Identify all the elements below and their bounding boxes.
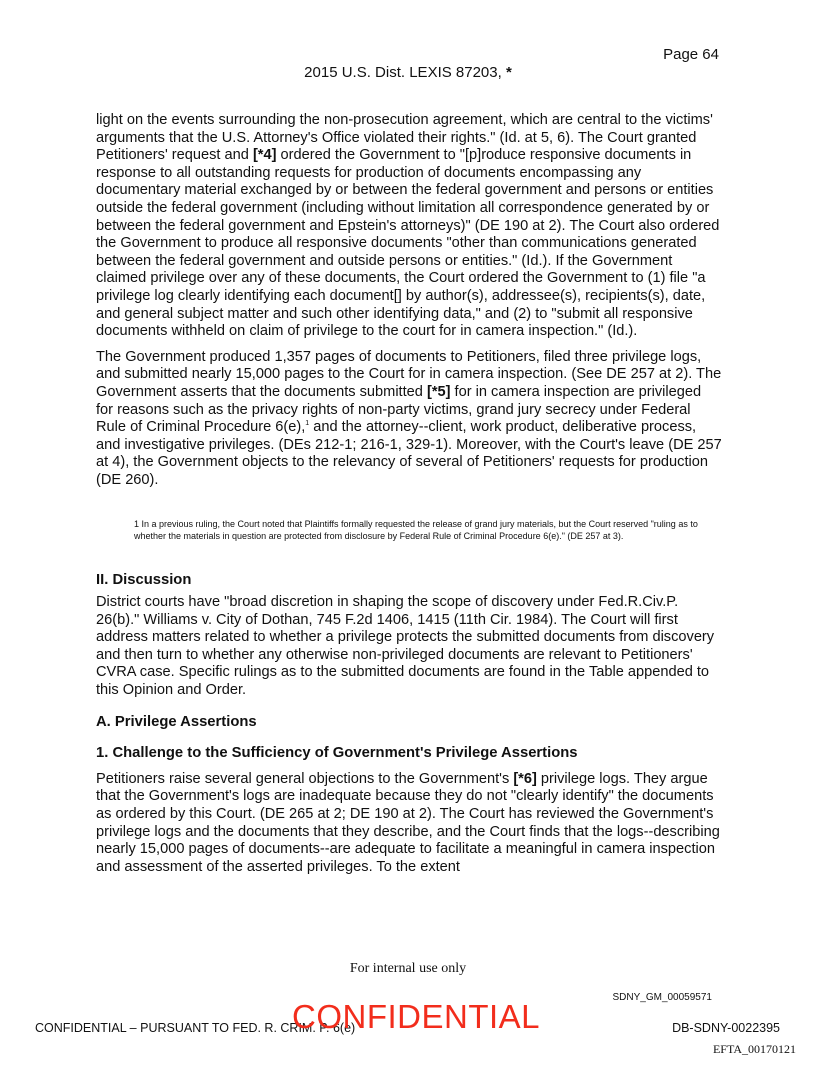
section-heading-privilege: A. Privilege Assertions (96, 713, 257, 730)
citation-text: 2015 U.S. Dist. LEXIS 87203, (304, 64, 502, 81)
paragraph-challenge (96, 771, 722, 877)
confidential-stamp: CONFIDENTIAL (292, 998, 541, 1035)
citation-star: * (505, 64, 512, 81)
p2-text-c: and the attorney--client, work product, deliberative process, and investigative privileges. (DEs 212-1; 216-1, 329-1). Moreover, with the Court's leave (DE 257 at 4), the Government objects to the relevancy of several of Petitioners' requests for production (DE 260). (96, 419, 722, 488)
section-heading-challenge: 1. Challenge to the Sufficiency of Government's Privilege Assertions (96, 745, 578, 762)
p1-text-b: ordered the Government to "[p]roduce responsive documents in response to all outstanding requests for production of documents encompassing any documentary material exchanged by or between the federal government and persons or entities outside the federal government (including without limitation all correspondence generated by or between the federal government and Epstein's attorneys)" (DE 190 at 2). The Court also ordered the Government to produce all responsive documents "other than communications generated between the federal government and outside persons or entities." (Id.). If the Government claimed privilege over any of these documents, the Court ordered the Government to (1) file "a privilege log clearly identifying each document[] by author(s), addressee(s), recipients(s), date, and general subject matter and such other identifying data," and (2) to "submit all responsive documents withheld on claim of privilege to the court for in camera inspection." (Id.). (96, 147, 720, 340)
document-body (96, 112, 722, 884)
paragraph-1 (96, 112, 722, 341)
internal-use-notice: For internal use only (349, 961, 467, 976)
page-number: Page 64 (663, 46, 719, 63)
footnote: 1 In a previous ruling, the Court noted that Plaintiffs formally requested the release of grand jury materials, but the Court reserved "ruling as to whether the materials in question are protected from disclosure by Federal Rule of Criminal Procedure 6(e)." (DE 257 at 3). (134, 519, 698, 541)
section-heading-discussion: II. Discussion (96, 572, 192, 589)
bates-number-db-sdny: DB-SDNY-0022395 (672, 1021, 780, 1035)
pin-cite-5: [*5] (426, 383, 451, 400)
case-citation (0, 64, 816, 81)
bates-number-sdny-gm: SDNY_GM_00059571 (612, 992, 712, 1003)
p2-text-a: The Government produced 1,357 pages of documents to Petitioners, filed three privilege logs, and submitted nearly 15,000 pages to the Court for in camera inspection. (See DE 257 at 2). The Government asserts that the documents submitted (96, 348, 722, 400)
p2-text-b: for in camera inspection are privileged for reasons such as the privacy rights of non-party victims, grand jury secrecy under Federal Rule of Criminal Procedure 6(e), (96, 383, 702, 436)
pin-cite-4: [*4] (252, 147, 277, 164)
paragraph-discussion: District courts have "broad discretion in shaping the scope of discovery under Fed.R.Civ.P. 26(b)." Williams v. City of Dothan, 745 F.2d 1406, 1415 (11th Cir. 1984). The Court will first address matters related to whether a privilege protects the submitted documents from discovery and then turn to whether any otherwise non-privileged documents are relevant to Petitioners' CVRA case. Specific rulings as to the submitted documents are found in the Table appended to this Opinion and Order. (96, 594, 715, 699)
footnote-ref: 1 (305, 420, 310, 428)
challenge-text-b: privilege logs. They argue that the Government's logs are inadequate because they do not "clearly identify" the documents as ordered by this Court. (DE 265 at 2; DE 190 at 2). The Court has reviewed the Government's privilege logs and the documents that they describe, and the Court finds that the logs--describing nearly 15,000 pages of documents--are adequate to facilitate a meaningful in camera inspection and assessment of the asserted privileges. To the extent (96, 770, 720, 875)
efta-number: EFTA_00170121 (712, 1042, 796, 1056)
p1-text-a: light on the events surrounding the non-prosecution agreement, which are central to the victims' arguments that the U.S. Attorney's Office violated their rights." (Id. at 5, 6). The Court granted Petitioners' request and (96, 112, 713, 164)
confidential-footer-text: CONFIDENTIAL – PURSUANT TO FED. R. CRIM. P. 6(e) (35, 1021, 356, 1035)
pin-cite-6: [*6] (513, 770, 537, 787)
challenge-text-a: Petitioners raise several general objections to the Government's (96, 770, 514, 787)
paragraph-2 (96, 349, 722, 490)
